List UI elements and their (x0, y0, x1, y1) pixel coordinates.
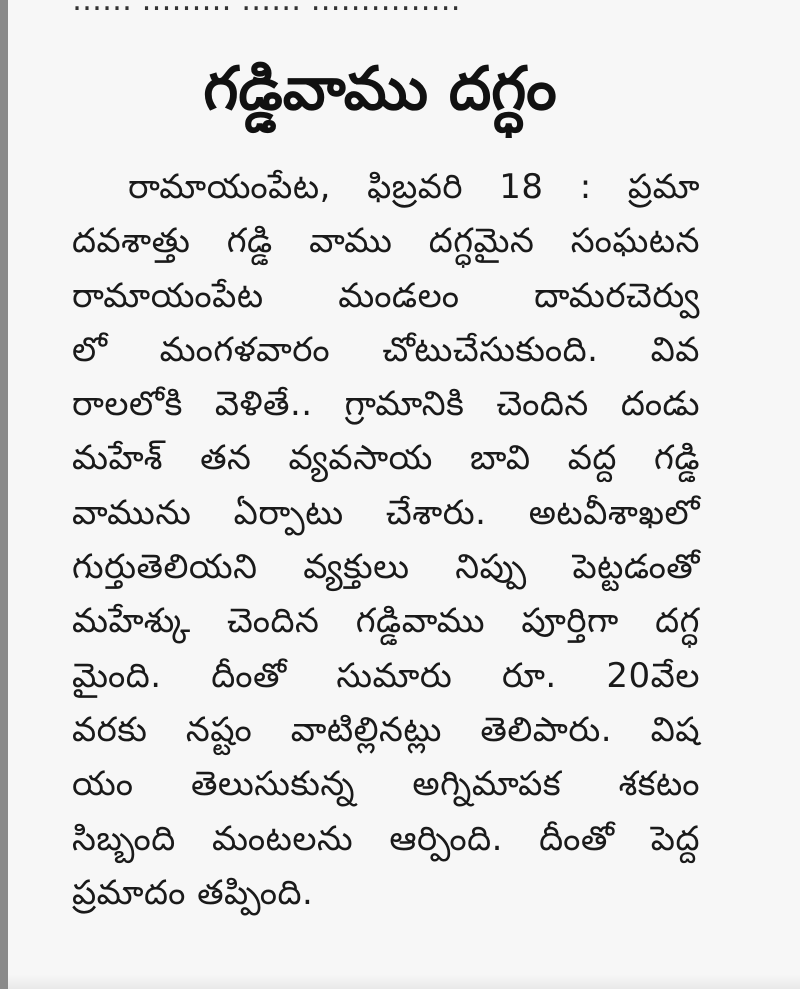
article-word: తెలుసుకున్న (190, 764, 355, 805)
article-word: వరకు (72, 709, 148, 750)
article-line (72, 649, 700, 703)
article-word: తన (200, 438, 252, 479)
article-word: ఆర్పింది. (389, 818, 503, 859)
article-word: దీంతో (211, 655, 287, 696)
article-line (72, 757, 700, 811)
article-word: రామాయంపేట, (128, 167, 331, 207)
article-word: దగ్ధమైన (428, 221, 535, 262)
article-word: నష్టం (185, 709, 253, 750)
article-line (72, 269, 700, 323)
article-word: దగ్ధ (655, 601, 700, 642)
article-word: ఏర్పాటు (233, 492, 344, 533)
article-word: చేశారు. (385, 492, 487, 533)
article-word: వాము (309, 221, 393, 262)
clipped-previous-article-text (72, 0, 552, 12)
article-line (72, 486, 700, 540)
article-word: సిబ్బంది (72, 818, 176, 859)
article-line (72, 703, 700, 757)
article-word: వాటిల్లినట్లు (290, 709, 442, 750)
article-word: వామును (72, 492, 192, 533)
article-line (72, 540, 700, 594)
article-word: దండు (620, 384, 700, 425)
article-word: వివ (650, 329, 700, 370)
article-word: మంటలను (211, 818, 354, 859)
article-word: మహేశ్కు (72, 601, 191, 642)
article-word: నిప్పు (455, 547, 527, 588)
article-headline: గడ్డివాము దగ్ధం (203, 54, 557, 124)
article-word: తెలిపారు. (480, 709, 613, 750)
article-word: అటవీశాఖలో (528, 492, 700, 533)
article-word: పెట్టడంతో (572, 547, 700, 588)
article-word: మహేశ్ (72, 438, 163, 479)
article-word: శకటం (618, 764, 700, 805)
article-word: పూర్తిగా (521, 601, 619, 642)
article-word: రామాయంపేట (72, 275, 264, 316)
article-word: ఫిబ్రవరి (367, 167, 464, 207)
article-body (72, 160, 700, 920)
article-line (72, 866, 700, 920)
article-line (72, 160, 700, 214)
article-word: దీంతో (539, 818, 615, 859)
article-line (72, 214, 700, 268)
article-word: మండలం (338, 275, 460, 316)
page-bottom-edge (8, 975, 800, 989)
article-word: గుర్తుతెలియని (72, 547, 258, 588)
article-word: రాలలోకి (72, 384, 183, 425)
article-word: లో (72, 329, 108, 370)
article-word: గ్రామానికి (344, 384, 465, 425)
article-word: : (579, 167, 592, 207)
article-word: బావి (470, 438, 531, 479)
article-line (72, 431, 700, 485)
article-word: దామరచెర్వు (534, 275, 700, 316)
article-line (72, 377, 700, 431)
article-word: గడ్డి (654, 438, 700, 479)
article-word: వ్యక్తులు (303, 547, 410, 588)
article-word: పెద్ద (650, 818, 700, 859)
article-word: చెందిన (496, 384, 589, 425)
article-word: చోటుచేసుకుంది. (382, 329, 599, 370)
article-word: సుమారు (336, 655, 453, 696)
article-word: 20వేల (606, 655, 700, 696)
article-word: చెందిన (226, 601, 320, 642)
article-word: వ్యవసాయ (288, 438, 433, 479)
article-line (72, 323, 700, 377)
article-word: విష (650, 709, 700, 750)
article-line (72, 594, 700, 648)
article-word: అగ్నిమాపక (412, 764, 562, 805)
article-word: గడ్డి (226, 221, 273, 262)
article-word: యం (72, 764, 134, 805)
article-word: వెళితే.. (214, 384, 313, 425)
article-line (72, 812, 700, 866)
column-rule (0, 0, 8, 989)
article-word: వద్ద (567, 438, 617, 479)
article-word: రూ. (502, 655, 557, 696)
article-word: గడ్డివాము (355, 601, 486, 642)
article-word: ప్రమాదం (72, 872, 198, 913)
article-word: ప్రమా (627, 167, 700, 207)
article-word: 18 (499, 167, 544, 207)
article-word: మంగళవారం (159, 329, 331, 370)
article-word: దవశాత్తు (72, 221, 191, 262)
article-word: తప్పింది. (197, 872, 314, 913)
article-word: సంఘటన (570, 221, 700, 262)
article-word: మైంది. (72, 655, 162, 696)
